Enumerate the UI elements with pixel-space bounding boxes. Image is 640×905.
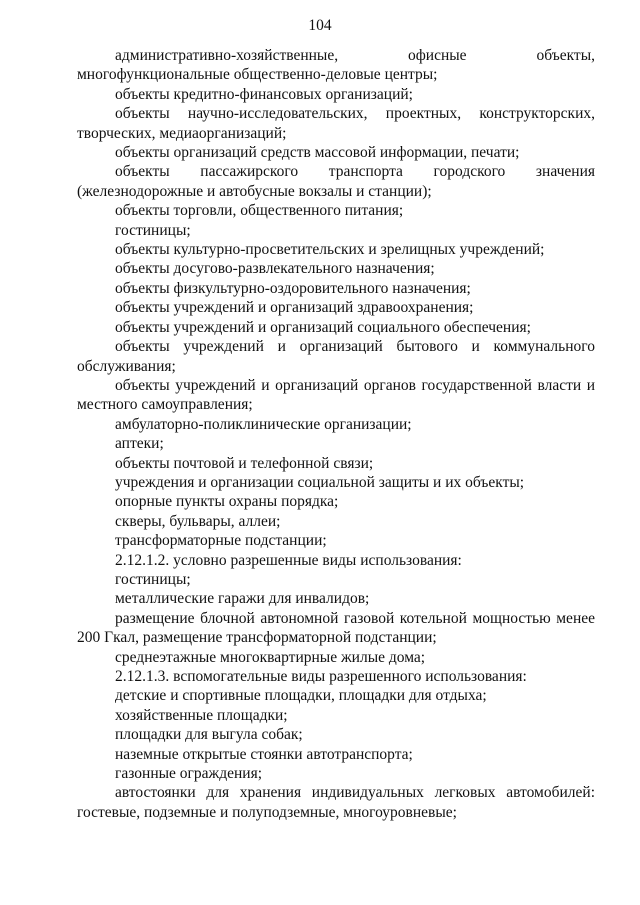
paragraph: объекты научно-исследовательских, проектных, конструкторских, творческих, медиаорганизаций; [77,105,595,142]
paragraph: трансформаторные подстанции; [115,532,327,550]
paragraph: объекты учреждений и организаций бытового и коммунального обслуживания; [77,338,595,375]
section-heading: 2.12.1.2. условно разрешенные виды использования: [115,551,462,569]
paragraph: автостоянки для хранения индивидуальных легковых автомобилей: гостевые, подземные и полуподземные, многоуровневые; [77,784,595,821]
paragraph: опорные пункты охраны порядка; [115,493,339,511]
paragraph: объекты учреждений и организаций органов государственной власти и местного самоуправления; [77,376,595,414]
paragraph: гостиницы; [115,570,191,588]
paragraph: гостиницы; [115,221,191,239]
paragraph: аптеки; [115,435,164,453]
paragraph: объекты кредитно-финансовых организаций; [115,85,413,103]
paragraph: объекты торговли, общественного питания; [115,202,404,220]
paragraph: металлические гаражи для инвалидов; [115,590,370,608]
paragraph: хозяйственные площадки; [115,706,288,724]
paragraph: детские и спортивные площадки, площадки для отдыха; [115,687,487,705]
document-body [77,46,595,822]
paragraph: объекты физкультурно-оздоровительного назначения; [115,279,471,297]
paragraph: учреждения и организации социальной защиты и их объекты; [115,473,525,491]
paragraph: объекты учреждений и организаций здравоохранения; [115,299,474,317]
paragraph: объекты досугово-развлекательного назначения; [115,260,435,278]
paragraph: площадки для выгула собак; [115,726,303,744]
paragraph: объекты пассажирского транспорта городского значения (железнодорожные и автобусные вокзалы и станции); [77,163,595,200]
paragraph: административно-хозяйственные, офисные объекты, многофункциональные общественно-деловые центры; [77,47,595,84]
paragraph: объекты учреждений и организаций социального обеспечения; [115,318,531,336]
paragraph: среднеэтажные многоквартирные жилые дома; [115,648,426,666]
section-heading: 2.12.1.3. вспомогательные виды разрешенного использования: [115,668,527,685]
paragraph: амбулаторно-поликлинические организации; [115,415,412,433]
page-number: 104 [308,17,332,34]
paragraph: размещение блочной автономной газовой котельной мощностью менее 200 Гкал, размещение трансформаторной подстанции; [77,609,595,647]
paragraph: газонные ограждения; [115,765,263,783]
paragraph: объекты почтовой и телефонной связи; [115,454,374,472]
paragraph: скверы, бульвары, аллеи; [115,512,281,530]
paragraph: объекты организаций средств массовой информации, печати; [115,144,520,162]
paragraph: наземные открытые стоянки автотранспорта; [115,745,413,763]
paragraph: объекты культурно-просветительских и зрелищных учреждений; [115,241,545,259]
